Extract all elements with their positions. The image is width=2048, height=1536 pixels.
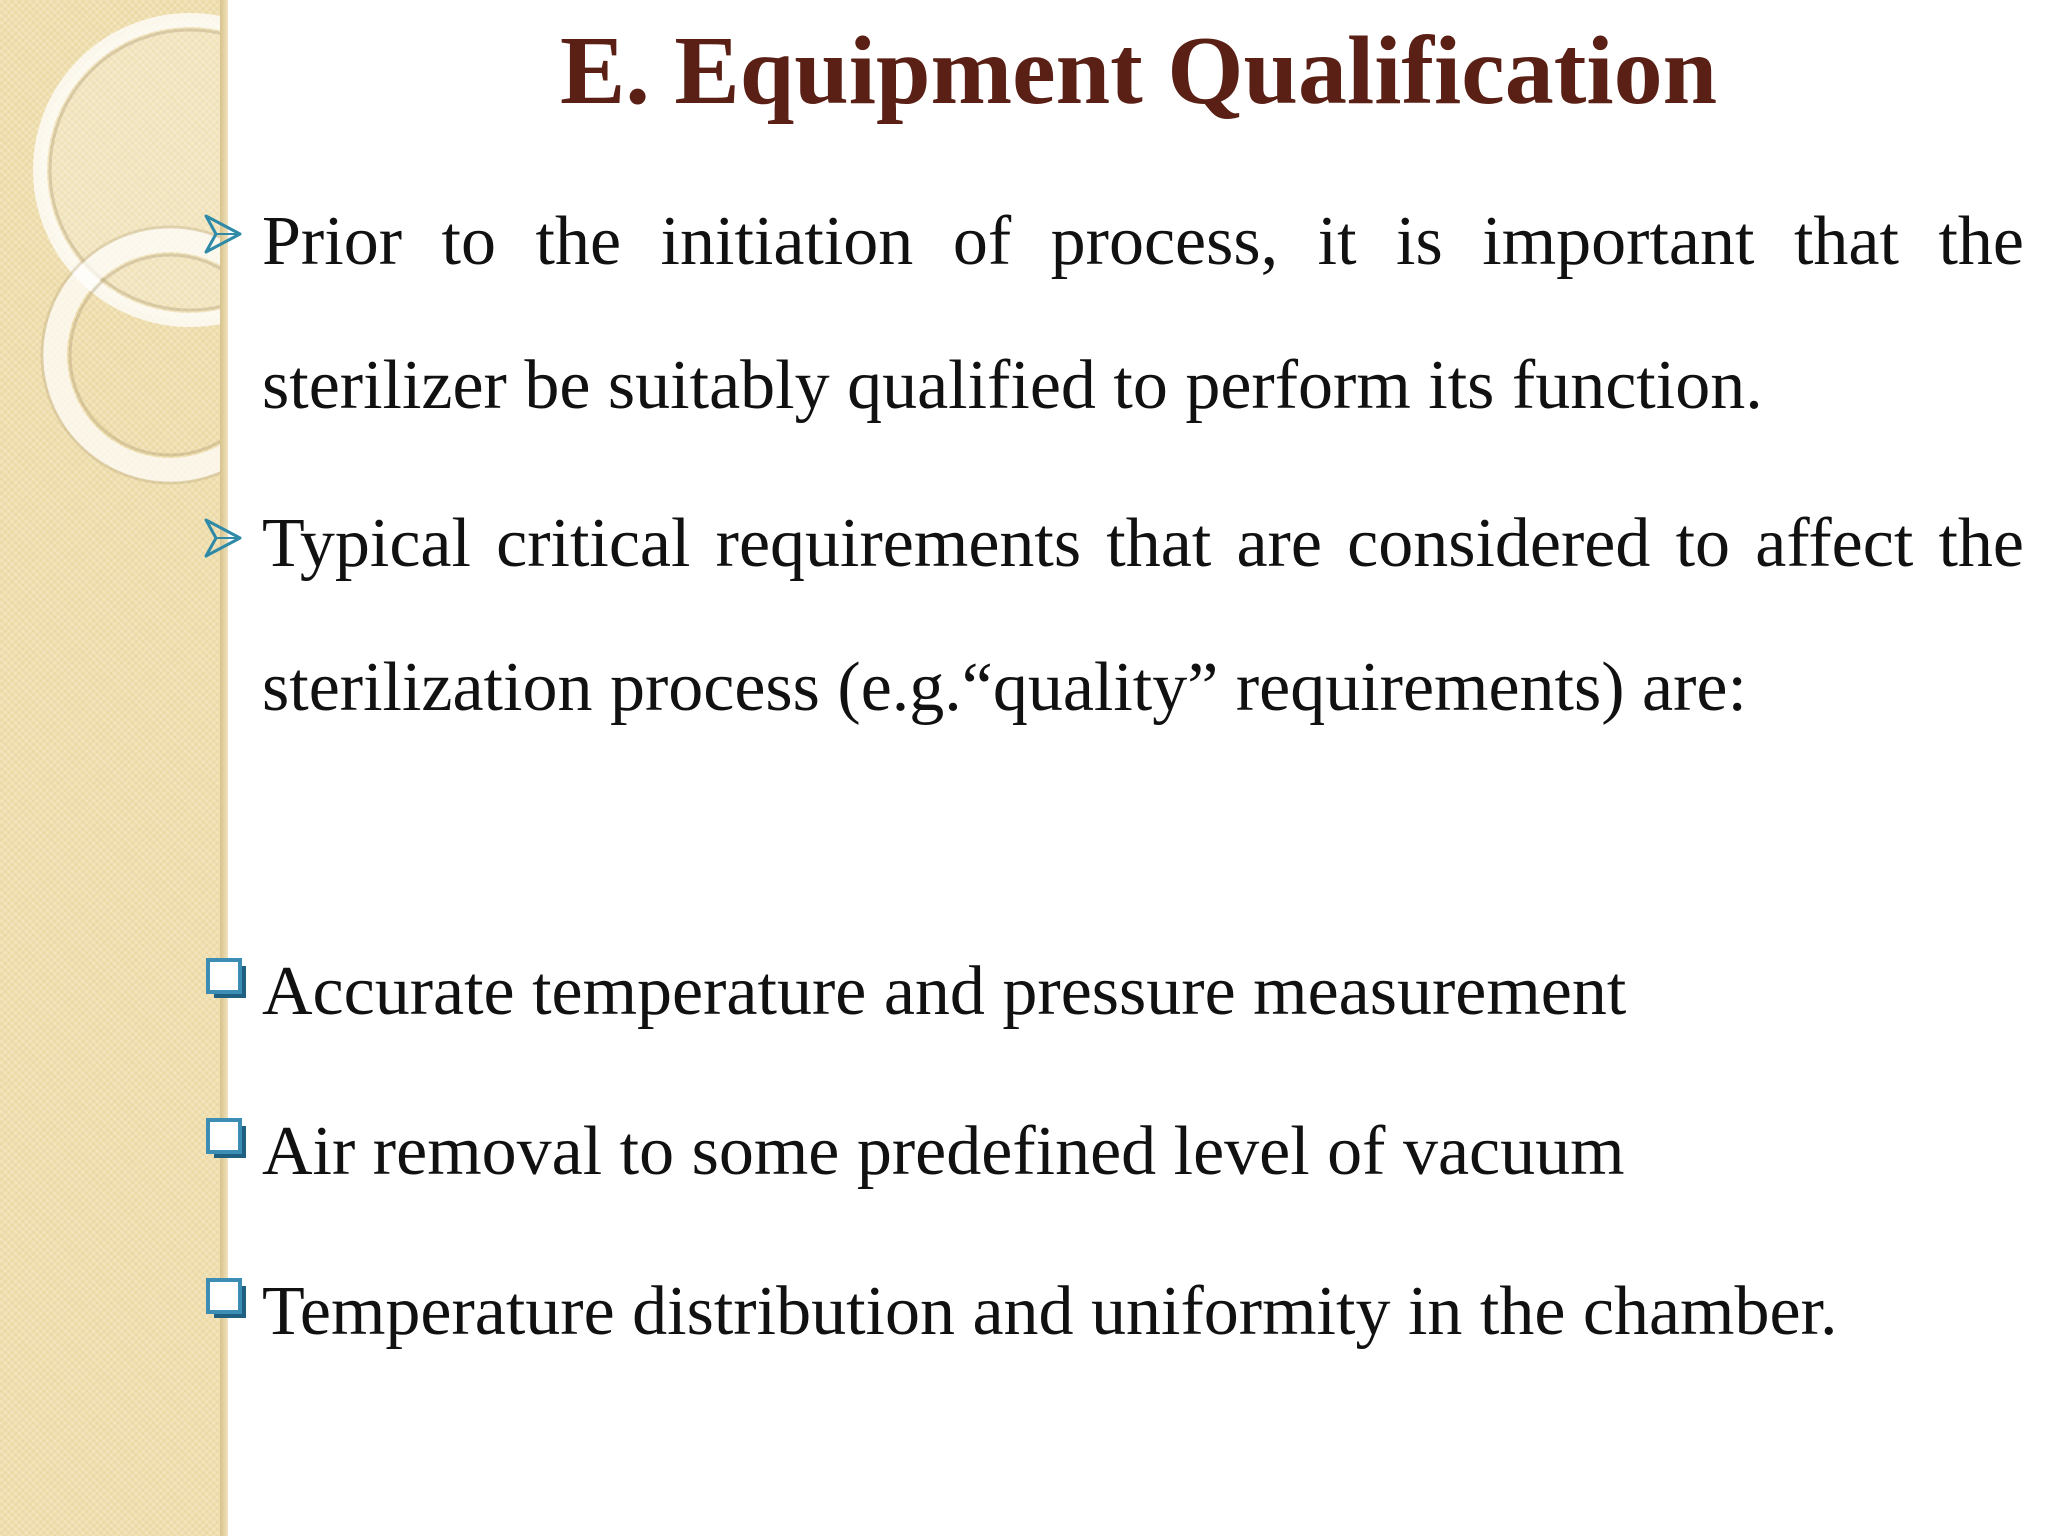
checkbox-bullet-icon — [206, 1278, 248, 1320]
sub-bullet-3: Temperature distribution and uniformity in the chamber. — [262, 1273, 1838, 1350]
arrow-bullet-icon — [204, 518, 242, 558]
arrow-bullet-icon — [204, 214, 242, 254]
checkbox-bullet-icon — [206, 1118, 248, 1160]
sub-bullet-2: Air removal to some predefined level of vacuum — [262, 1113, 1625, 1190]
bullet-paragraph-1: Prior to the initiation of process, it is important that the sterilizer be suitably qualified to perform its function. — [262, 203, 2024, 424]
checkbox-bullet-icon — [206, 958, 248, 1000]
sub-bullet-1: Accurate temperature and pressure measurement — [262, 953, 1627, 1030]
bullet-paragraph-2: Typical critical requirements that are considered to affect the sterilization process (e.g.“quality” requirements) are: — [262, 505, 2024, 726]
decorative-rings-icon — [0, 0, 226, 560]
slide-title: E. Equipment Qualification — [560, 17, 1718, 125]
decorative-side-panel — [0, 0, 226, 1536]
